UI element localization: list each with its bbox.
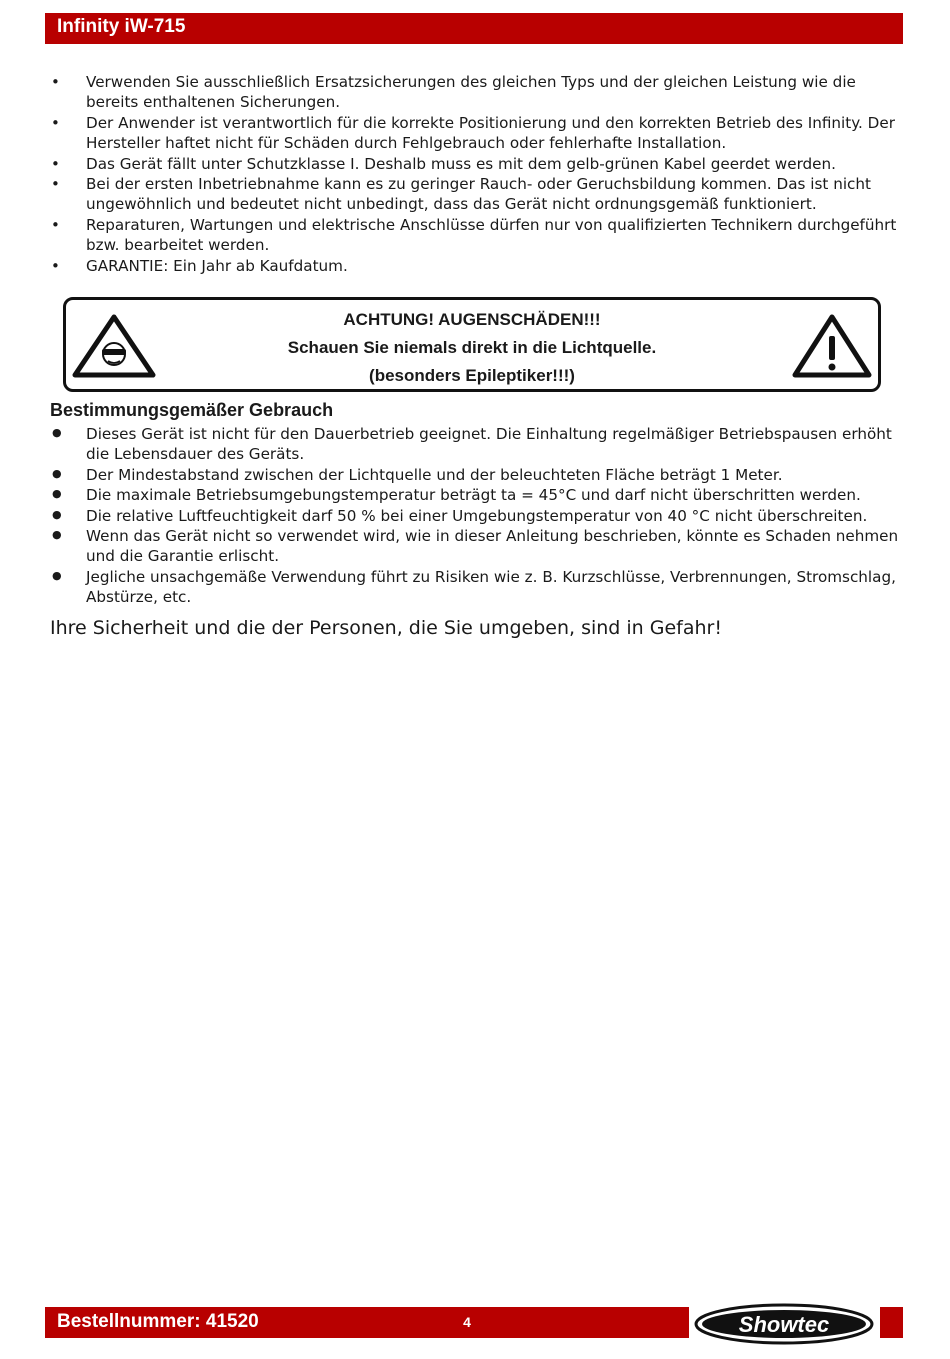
page-number: 4	[463, 1314, 471, 1330]
closing-statement: Ihre Sicherheit und die der Personen, die Sie umgeben, sind in Gefahr!	[50, 617, 722, 639]
list-item: ● Der Mindestabstand zwischen der Lichtquelle und der beleuchteten Fläche beträgt 1 Meter.	[48, 465, 906, 485]
list-item: • Reparaturen, Wartungen und elektrische Anschlüsse dürfen nur von qualifizierten Technikern durchgeführt bzw. bearbeitet werden.	[48, 215, 906, 256]
list-item: ● Dieses Gerät ist nicht für den Dauerbetrieb geeignet. Die Einhaltung regelmäßiger Betriebspausen erhöht die Lebensdauer des Geräts.	[48, 424, 906, 465]
header-title: Infinity iW-715	[57, 16, 186, 37]
list-item: • Verwenden Sie ausschließlich Ersatzsicherungen des gleichen Typs und der gleichen Leistung wie die bereits enthaltenen Sicherungen.	[48, 72, 906, 113]
list-item: ● Wenn das Gerät nicht so verwendet wird, wie in dieser Anleitung beschrieben, könnte es Schaden nehmen und die Garantie erlischt.	[48, 526, 906, 567]
warning-line-1: ACHTUNG! AUGENSCHÄDEN!!!	[343, 310, 601, 329]
order-number: Bestellnummer: 41520	[57, 1311, 259, 1332]
list-item: ● Jegliche unsachgemäße Verwendung führt zu Risiken wie z. B. Kurzschlüsse, Verbrennungen, Stromschlag, Abstürze, etc.	[48, 567, 906, 608]
list-item: ● Die relative Luftfeuchtigkeit darf 50 % bei einer Umgebungstemperatur von 40 °C nicht überschreiten.	[48, 506, 906, 526]
warning-box	[63, 297, 881, 392]
footer-accent	[880, 1307, 903, 1338]
page-footer	[45, 1307, 689, 1338]
showtec-logo	[694, 1303, 874, 1345]
list-item: • Der Anwender ist verantwortlich für die korrekte Positionierung und den korrekten Betrieb des Infinity. Der Hersteller haftet nicht für Schäden durch Fehlgebrauch oder fehlerhafte Installation.	[48, 113, 906, 154]
safety-list	[48, 72, 906, 276]
section-title: Bestimmungsgemäßer Gebrauch	[50, 400, 334, 420]
list-item: • Bei der ersten Inbetriebnahme kann es zu geringer Rauch- oder Geruchsbildung kommen. Das ist nicht ungewöhnlich und bedeutet nicht unbedingt, dass das Gerät nicht ordnungsgemäß funktioniert.	[48, 174, 906, 215]
list-item: ● Die maximale Betriebsumgebungstemperatur beträgt ta = 45°C und darf nicht überschritten werden.	[48, 485, 906, 505]
warning-line-2: Schauen Sie niemals direkt in die Lichtquelle.	[287, 338, 657, 357]
logo-text: Showtec	[738, 1312, 830, 1337]
page-header	[45, 13, 903, 44]
list-item: • Das Gerät fällt unter Schutzklasse I. Deshalb muss es mit dem gelb-grünen Kabel geerdet werden.	[48, 154, 906, 174]
list-item: • GARANTIE: Ein Jahr ab Kaufdatum.	[48, 256, 906, 276]
exclamation-warning-icon	[792, 314, 872, 378]
usage-list	[48, 424, 906, 608]
warning-line-3: (besonders Epileptiker!!!)	[369, 366, 575, 385]
